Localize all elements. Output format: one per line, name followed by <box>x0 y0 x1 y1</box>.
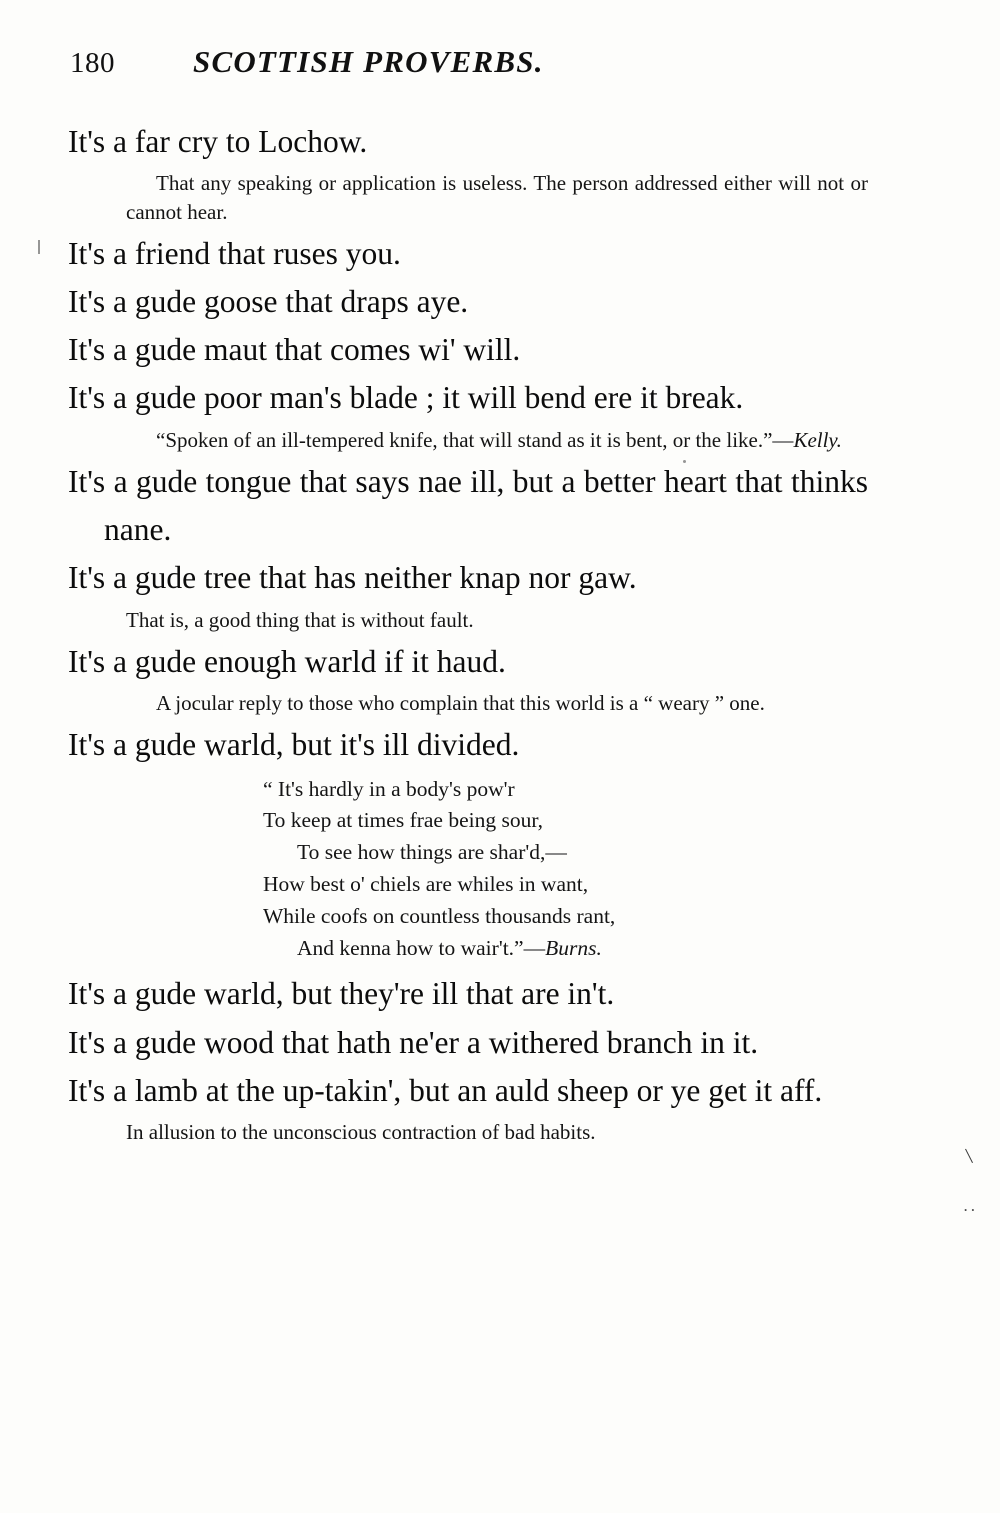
proverb-entry <box>68 230 868 278</box>
stray-pen-stroke-mark: \ <box>964 1142 974 1169</box>
proverb-text: It's a gude enough warld if it haud. <box>68 643 506 679</box>
proverb-text: It's a gude maut that comes wi' will. <box>68 332 521 368</box>
proverb-text: It's a gude warld, but it's ill divided. <box>68 727 520 763</box>
proverb-entry <box>68 118 868 226</box>
verse-line: And kenna how to wair't.”—Burns. <box>297 935 602 960</box>
proverb-entry <box>68 721 868 964</box>
proverb-text: It's a gude goose that draps aye. <box>68 284 469 320</box>
proverb-entry <box>68 970 868 1018</box>
verse-line: “ It's hardly in a body's pow'r <box>263 776 515 801</box>
attribution: Burns. <box>545 935 602 960</box>
page-number: 180 <box>70 47 115 79</box>
proverb-text: It's a gude tongue that says nae ill, but a better heart that thinks nane. <box>68 463 868 548</box>
page-header <box>70 44 860 80</box>
verse-line: How best o' chiels are whiles in want, <box>263 872 589 897</box>
verse-line: To keep at times frae being sour, <box>263 808 544 833</box>
paper-speck <box>683 460 686 463</box>
proverb-text: It's a gude wood that hath ne'er a withered branch in it. <box>68 1024 759 1060</box>
proverb-entry <box>68 638 868 718</box>
proverb-entry <box>68 326 868 374</box>
proverb-text: It's a lamb at the up-takin', but an auld sheep or ye get it aff. <box>68 1072 823 1108</box>
proverb-note: In allusion to the unconscious contraction of bad habits. <box>126 1120 596 1145</box>
proverb-text: It's a friend that ruses you. <box>68 235 401 271</box>
proverb-text: It's a gude warld, but they're ill that are in't. <box>68 976 615 1012</box>
proverb-entry <box>68 554 868 634</box>
paper-speck <box>38 240 40 254</box>
verse-line: While coofs on countless thousands rant, <box>263 903 616 928</box>
proverb-entry <box>68 374 868 454</box>
attribution: Kelly. <box>793 427 842 452</box>
proverb-entry <box>68 458 868 554</box>
proverb-note: A jocular reply to those who complain that this world is a “ weary ” one. <box>156 691 765 716</box>
proverb-note: That any speaking or application is useless. The person addressed either will not or cannot hear. <box>126 171 868 224</box>
proverb-text: It's a gude poor man's blade ; it will bend ere it break. <box>68 380 744 416</box>
proverb-note: That is, a good thing that is without fault. <box>126 607 474 632</box>
proverb-entry <box>68 278 868 326</box>
stray-dots-mark: .. <box>963 1196 978 1215</box>
proverb-entry <box>68 1019 868 1067</box>
page-body <box>68 118 868 1150</box>
proverb-text: It's a far cry to Lochow. <box>68 124 368 159</box>
proverb-text: It's a gude tree that has neither knap nor gaw. <box>68 560 637 596</box>
proverb-entry <box>68 1067 868 1147</box>
running-title: SCOTTISH PROVERBS. <box>193 44 544 79</box>
verse-line: To see how things are shar'd,— <box>297 840 567 865</box>
proverb-note: “Spoken of an ill-tempered knife, that will stand as it is bent, or the like.”—Kelly. <box>156 427 842 452</box>
verse-quotation <box>68 774 868 965</box>
